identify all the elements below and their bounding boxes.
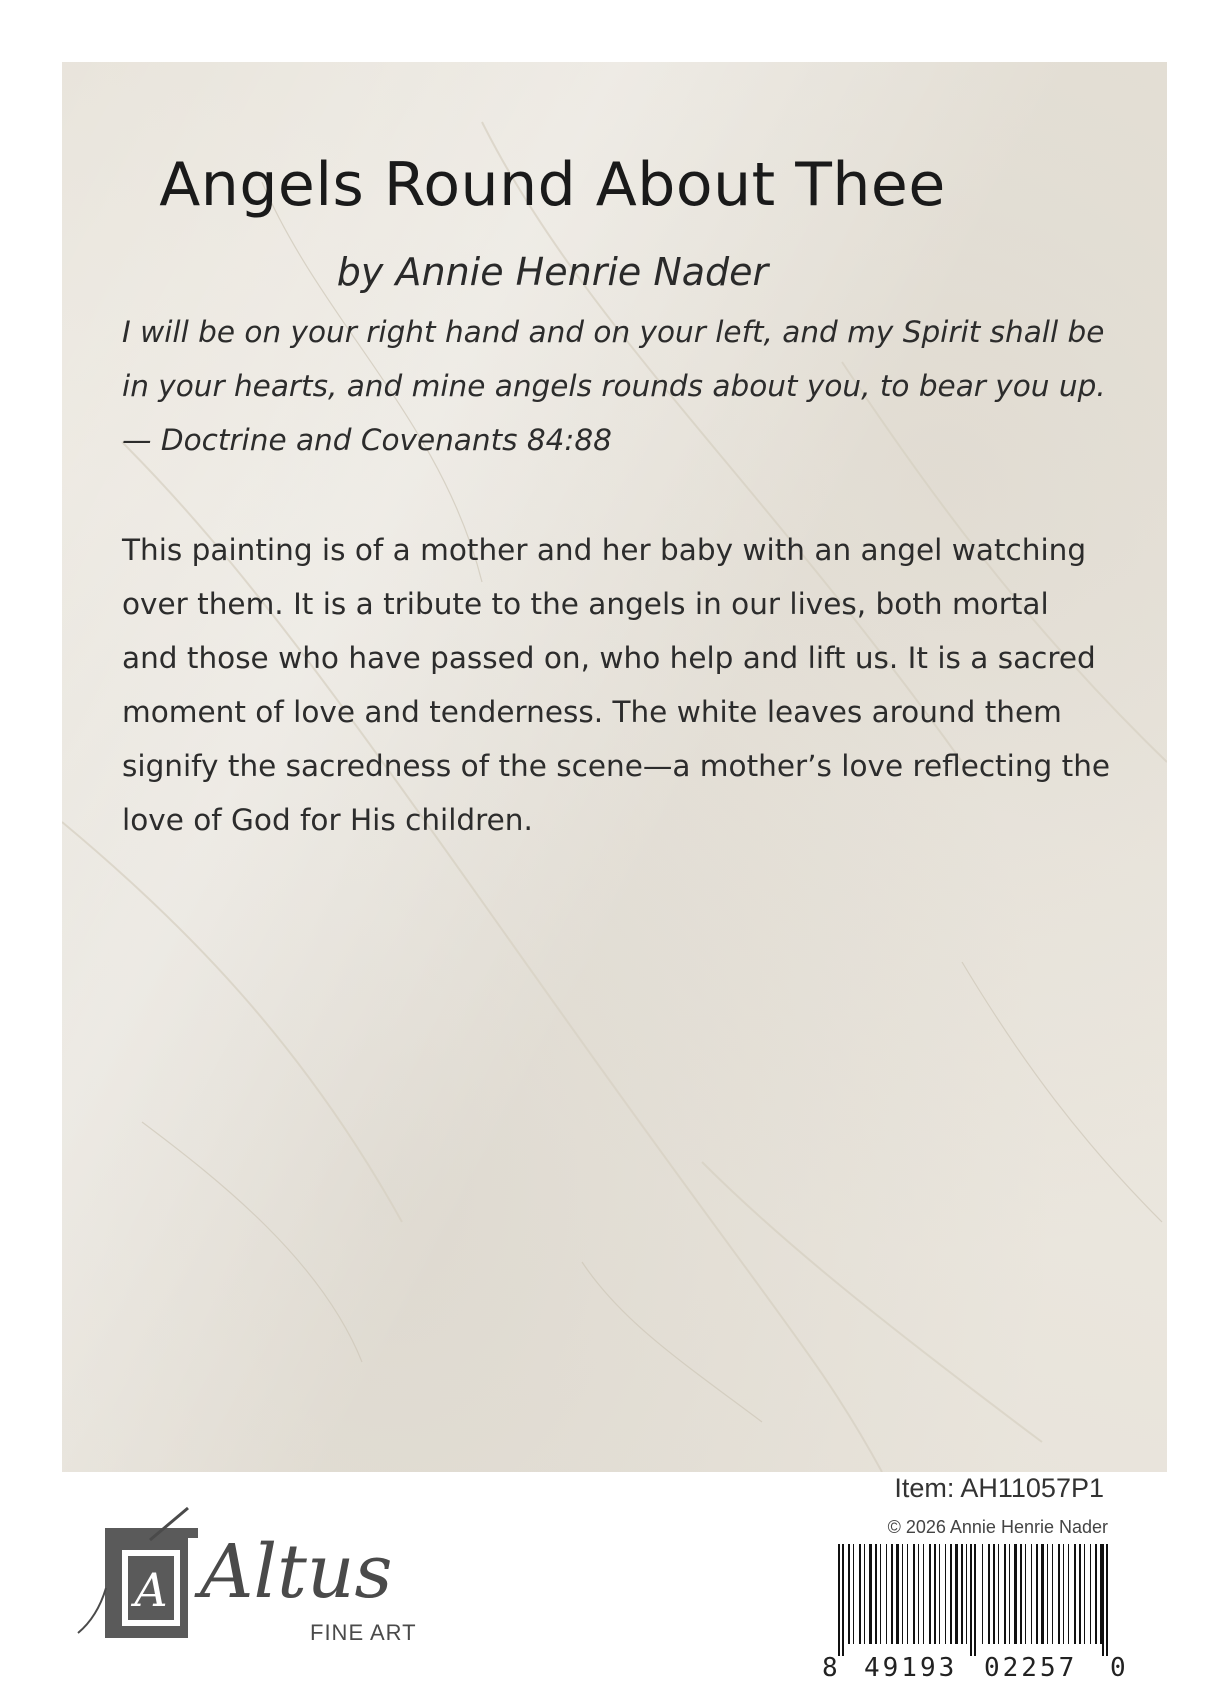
barcode-digits-right: 02257 <box>984 1653 1078 1683</box>
barcode-icon <box>818 1544 1130 1684</box>
barcode-digit-last: 0 <box>1110 1653 1126 1683</box>
artist-byline: by Annie Henrie Nader <box>336 250 769 294</box>
item-number: Item: AH11057P1 <box>894 1473 1104 1503</box>
logo-letter: A <box>134 1563 168 1617</box>
barcode-digits-left: 49193 <box>864 1653 958 1683</box>
logo-wordmark: Altus <box>200 1529 393 1615</box>
painting-title: Angels Round About Thee <box>159 150 946 220</box>
scripture-quote: I will be on your right hand and on your left, and my Spirit shall be in your hearts, and mine angels rounds about you, to bear you up. — Doctrine and Covenants 84:88 <box>122 315 1106 457</box>
painting-description: This painting is of a mother and her baby with an angel watching over them. It is a tribute to the angels in our lives, both mortal and those who have passed on, who help and lift us. It is a sacred moment of love and tenderness. The white leaves around them signify the sacredness of the scene—a mother’s love reflecting the love of God for His children. <box>122 533 1111 837</box>
marble-background <box>62 62 1167 1472</box>
logo-subtitle: FINE ART <box>310 1620 417 1645</box>
barcode-digit-first: 8 <box>822 1653 838 1683</box>
copyright-notice: © 2026 Annie Henrie Nader <box>887 1517 1108 1537</box>
